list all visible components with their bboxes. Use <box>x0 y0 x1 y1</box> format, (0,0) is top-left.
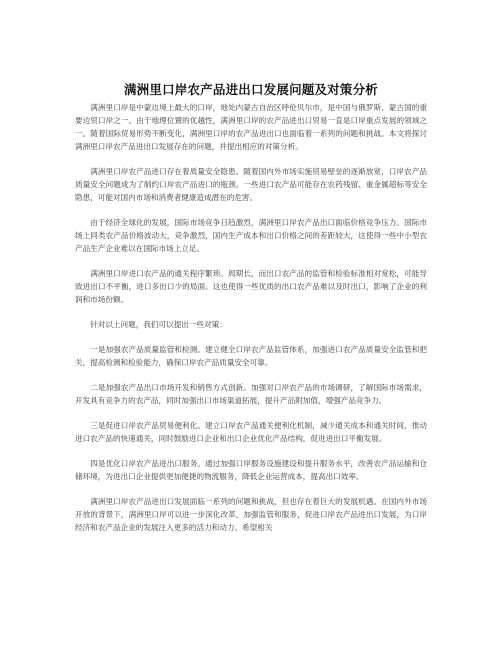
paragraph-measure-1: 一是加强农产品质量监管和检测。建立健全口岸农产品监管体系，加强进口农产品质量安全监管和把关，提高检测和检验能力，确保口岸农产品质量安全可靠。 <box>75 345 427 367</box>
paragraph-intro: 满洲里口岸是中蒙边境上最大的口岸，地处内蒙古自治区呼伦贝尔市，是中国与俄罗斯、蒙古国的重要边贸口岸之一。由于地理位置的优越性，满洲里口岸的农产品进出口贸易一直是口岸重点发展的领域之一。随着国际贸易形势不断变化，满洲里口岸的农产品进出口也面临着一系列的问题和挑战。本文将探讨满洲里口岸农产品进出口发展存在的问题，并提出相应的对策分析。 <box>75 103 427 151</box>
paragraph-measure-3: 三是促进口岸农产品贸易便利化。建立口岸农产品通关便利化机制，减少通关成本和通关时间，推动进口农产品的快速通关，同时鼓励进口企业和出口企业优化产品结构，促进进出口平衡发展。 <box>75 421 427 443</box>
paragraph-conclusion: 满洲里口岸农产品进出口发展面临一系列的问题和挑战，但也存在着巨大的发展机遇。在国内外市场开放的背景下，满洲里口岸可以进一步深化改革，加强监管和服务，促进口岸农产品进出口发展，为口岸经济和农产品企业的发展注入更多的活力和动力。希望相关 <box>75 497 427 532</box>
document-body <box>75 101 427 546</box>
paragraph-countermeasures-intro: 针对以上问题，我们可以提出一些对策： <box>90 320 227 329</box>
paragraph-price-pressure: 由于经济全球化的发展，国际市场竞争日趋激烈，满洲里口岸农产品出口面临价格竞争压力。国际市场上同类农产品价格波动大，竞争激烈，国内生产成本和出口价格之间的差距较大，这使得一些中小型农产品生产企业难以在国际市场上立足。 <box>75 218 427 253</box>
paragraph-customs-imbalance: 满洲里口岸进口农产品的通关程序繁琐、周期长，而出口农产品的监管和检验标准相对宽松，可能导致进出口不平衡，进口多出口少的局面。这也使得一些优质的出口农产品难以及时出口，影响了企业的利润和市场份额。 <box>75 269 427 304</box>
paragraph-measure-2: 二是加强农产品出口市场开发和销售方式创新。加强对口岸农产品的市场调研，了解国际市场需求，开发具有竞争力的农产品，同时加强出口市场渠道拓展，提升产品附加值，增强产品竞争力。 <box>75 383 427 405</box>
paragraph-measure-4: 四是优化口岸农产品进出口服务。通过加强口岸服务设施建设和提升服务水平，改善农产品运输和仓储环境，为进出口企业提供更加便捷的物流服务，降低企业运营成本，提高出口效率。 <box>75 459 427 481</box>
paragraph-quality-risk: 满洲里口岸农产品进口存在着质量安全隐患。随着国内外市场实施贸易壁垒的逐渐放宽，口岸农产品质量安全问题成为了制约口岸农产品进口的瓶颈。一些进口农产品可能存在农药残留、重金属超标等安全隐患，可能对国内市场和消费者健康造成潜在的危害。 <box>75 167 427 202</box>
document-title: 满洲里口岸农产品进出口发展问题及对策分析 <box>123 82 378 97</box>
